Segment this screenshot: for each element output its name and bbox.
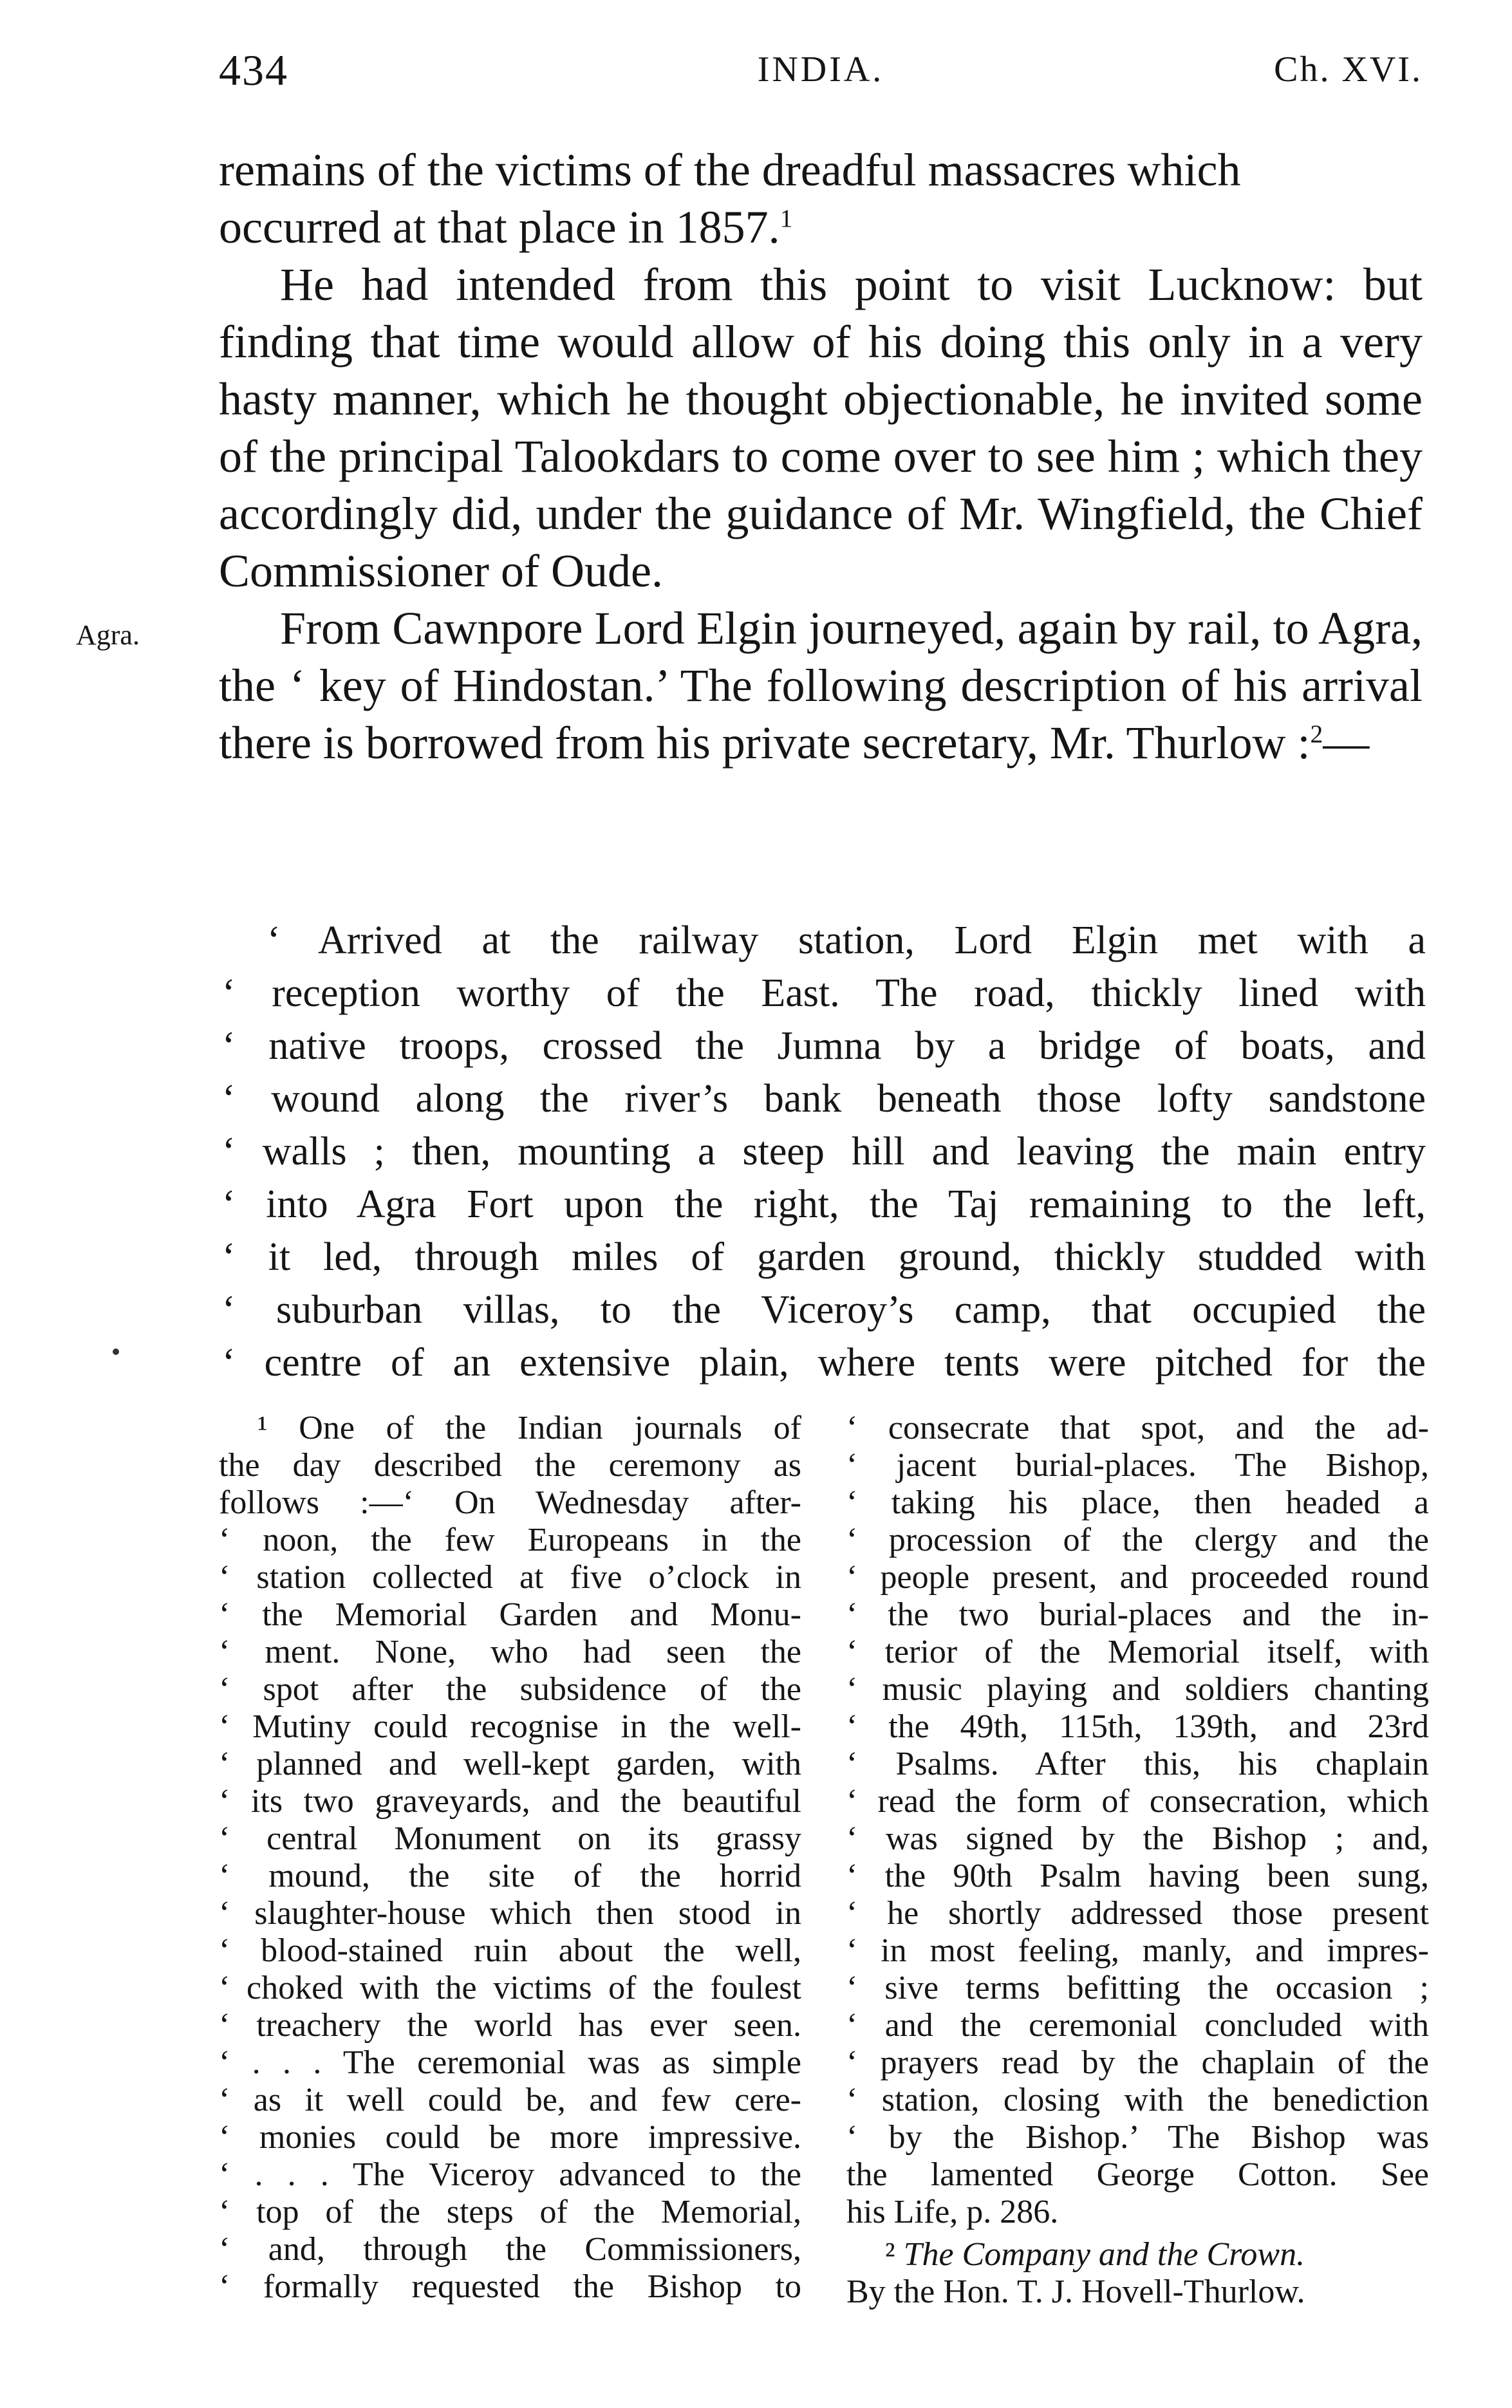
footnote-line: ‘ was signed by the Bishop ; and, — [846, 1820, 1429, 1857]
footnote-line: ‘ in most feeling, manly, and impres- — [846, 1932, 1429, 1969]
footnote-line: ‘ sive terms befitting the occasion ; — [846, 1970, 1429, 2006]
footnote-line: ‘ treachery the world has ever seen. — [219, 2007, 801, 2044]
paragraph-continued — [219, 142, 1423, 256]
footnote-line: ‘ . . . The ceremonial was as simple — [219, 2044, 801, 2081]
footnote-line: ‘ noon, the few Europeans in the — [219, 1522, 801, 1558]
footnote-line: ‘ mound, the site of the horrid — [219, 1858, 801, 1894]
paragraph-lucknow: He had intended from this point to visit Lucknow: but finding that time would allow of his doing this only in a very hasty manner, which he thought objectionable, he invited some of the principal Talookdars to come over to see him ; which they accordingly did, under the guidance of Mr. Wingfield, the Chief Commissioner of Oude. — [219, 259, 1423, 597]
quote-line: ‘ native troops, crossed the Jumna by a bridge of boats, and — [222, 1024, 1426, 1068]
paragraph-agra-wrapper — [76, 600, 1423, 772]
footnote-line: follows :—‘ On Wednesday after- — [219, 1484, 801, 1521]
footnote-line: ‘ blood-stained ruin about the well, — [219, 1932, 801, 1969]
quote-line: ‘ centre of an extensive plain, where tents were pitched for the — [222, 1341, 1426, 1385]
footnote-2-title: The Company and the Crown. — [903, 2236, 1305, 2273]
footnote-line: ‘ music playing and soldiers chanting — [846, 1671, 1429, 1708]
footnote-column-right — [846, 1410, 1429, 2311]
footnote-line: ‘ formally requested the Bishop to — [219, 2268, 801, 2305]
footnote-line: ‘ procession of the clergy and the — [846, 1522, 1429, 1558]
footnote-line: ‘ . . . The Viceroy advanced to the — [219, 2156, 801, 2193]
footnote-line: the lamented George Cotton. See — [846, 2156, 1429, 2193]
footnote-2 — [846, 2236, 1429, 2273]
footnote-line: ‘ top of the steps of the Memorial, — [219, 2194, 801, 2230]
footnote-line: ‘ spot after the subsidence of the — [219, 1671, 801, 1708]
quote-line: ‘ reception worthy of the East. The road, thickly lined with — [222, 971, 1426, 1015]
footnote-line: ‘ slaughter-house which then stood in — [219, 1895, 801, 1932]
footnote-line: ‘ consecrate that spot, and the ad- — [846, 1410, 1429, 1446]
footnote-line: ‘ people present, and proceeded round — [846, 1559, 1429, 1596]
chapter-label: Ch. XVI. — [1274, 50, 1423, 89]
footnotes — [219, 1410, 1429, 2362]
footnote-line: the day described the ceremony as — [219, 1447, 801, 1484]
em-dash: — — [1323, 717, 1370, 769]
footnote-line: ‘ read the form of consecration, which — [846, 1783, 1429, 1820]
quote-line: ‘ Arrived at the railway station, Lord Elgin met with a — [267, 919, 1426, 962]
para1-line-2: occurred at that place in 1857. — [219, 201, 780, 253]
footnote-line: ¹ One of the Indian journals of — [257, 1410, 801, 1446]
footnote-line: ‘ ment. None, who had seen the — [219, 1634, 801, 1670]
margin-note-agra: Agra. — [76, 619, 140, 651]
footnote-line: ‘ he shortly addressed those present — [846, 1895, 1429, 1932]
footnote-line: ‘ jacent burial-places. The Bishop, — [846, 1447, 1429, 1484]
footnote-2-marker: ² — [885, 2236, 895, 2273]
footnote-line: ‘ taking his place, then headed a — [846, 1484, 1429, 1521]
footnote-line: ‘ the Memorial Garden and Monu- — [219, 1596, 801, 1633]
paragraph-agra-text: From Cawnpore Lord Elgin journeyed, again by rail, to Agra, the ‘ key of Hindostan.’ The following description of his arrival there is borrowed from his private secretary, Mr. Thurlow : — [219, 602, 1423, 769]
footnote-ref-1: 1 — [779, 204, 793, 232]
running-header — [219, 45, 1423, 116]
footnote-line: ‘ Psalms. After this, his chaplain — [846, 1746, 1429, 1782]
ink-speck — [113, 1349, 119, 1355]
block-quote — [222, 914, 1426, 1389]
footnote-line: ‘ central Monument on its grassy — [219, 1820, 801, 1857]
para1-line-1: remains of the victims of the dreadful massacres which — [219, 144, 1241, 196]
footnote-line: ‘ Mutiny could recognise in the well- — [219, 1708, 801, 1745]
paragraph-agra — [219, 600, 1423, 772]
footnote-line: ‘ prayers read by the chaplain of the — [846, 2044, 1429, 2081]
footnote-line: ‘ as it well could be, and few cere- — [219, 2082, 801, 2118]
quote-line: ‘ wound along the river’s bank beneath those lofty sandstone — [222, 1077, 1426, 1121]
footnote-line: ‘ and the ceremonial concluded with — [846, 2007, 1429, 2044]
footnote-line: ‘ and, through the Commissioners, — [219, 2231, 801, 2268]
footnote-ref-2: 2 — [1310, 720, 1323, 748]
page-number: 434 — [219, 46, 288, 95]
quote-line: ‘ it led, through miles of garden ground, thickly studded with — [222, 1235, 1426, 1279]
running-title: INDIA. — [757, 50, 884, 89]
quote-line: ‘ into Agra Fort upon the right, the Taj remaining to the left, — [222, 1182, 1426, 1226]
footnote-line: ‘ the 90th Psalm having been sung, — [846, 1858, 1429, 1894]
quote-line: ‘ walls ; then, mounting a steep hill and leaving the main entry — [222, 1130, 1426, 1173]
footnote-line: ‘ terior of the Memorial itself, with — [846, 1634, 1429, 1670]
footnote-line: ‘ station collected at five o’clock in — [219, 1559, 801, 1596]
footnote-line: ‘ planned and well-kept garden, with — [219, 1746, 801, 1782]
main-text — [76, 142, 1423, 772]
footnote-line: his Life, p. 286. — [846, 2194, 1059, 2230]
footnote-column-left — [219, 1410, 801, 2306]
footnote-line: ‘ station, closing with the benediction — [846, 2082, 1429, 2118]
footnote-2-author: By the Hon. T. J. Hovell-Thurlow. — [846, 2273, 1305, 2310]
footnote-line: ‘ monies could be more impressive. — [219, 2119, 801, 2156]
footnote-line: ‘ the 49th, 115th, 139th, and 23rd — [846, 1708, 1429, 1745]
footnote-line: ‘ by the Bishop.’ The Bishop was — [846, 2119, 1429, 2156]
quote-line: ‘ suburban villas, to the Viceroy’s camp, that occupied the — [222, 1288, 1426, 1332]
footnote-line: ‘ choked with the victims of the foulest — [219, 1970, 801, 2006]
footnote-line: ‘ the two burial-places and the in- — [846, 1596, 1429, 1633]
footnote-line: ‘ its two graveyards, and the beautiful — [219, 1783, 801, 1820]
